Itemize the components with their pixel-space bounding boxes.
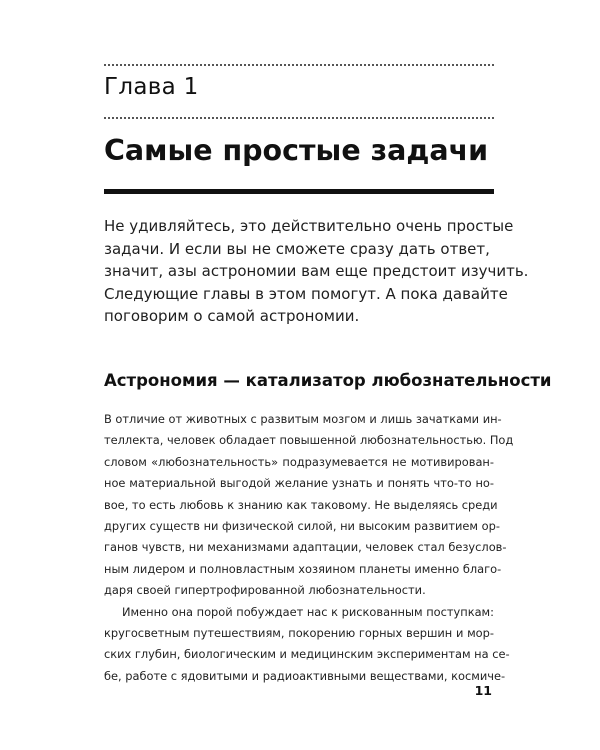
body-line: ное материальной выгодой желание узнать и понять что-то но- <box>104 476 494 491</box>
middle-dotted-rule <box>104 117 494 119</box>
chapter-title: Самые простые задачи <box>104 134 489 167</box>
lead-line: Следующие главы в этом помогут. А пока давайте <box>104 284 508 303</box>
title-underline-rule <box>104 189 494 194</box>
lead-line: значит, азы астрономии вам еще предстоит изучить. <box>104 262 529 280</box>
body-line: В отличие от животных с развитым мозгом и лишь зачатками ин- <box>104 412 502 426</box>
body-line: ских глубин, биологическим и медицинским экспериментам на се- <box>104 647 510 662</box>
body-line: бе, работе с ядовитыми и радиоактивными веществами, космиче- <box>104 668 506 683</box>
page-number: 11 <box>474 683 492 698</box>
section-heading: Астрономия — катализатор любознательности <box>104 371 552 390</box>
body-line: Именно она порой побуждает нас к рискованным поступкам: <box>122 604 494 619</box>
body-line: словом «любознательность» подразумевается не мотивирован- <box>104 454 494 469</box>
chapter-label: Глава 1 <box>104 74 199 100</box>
body-line: кругосветным путешествиям, покорению горных вершин и мор- <box>104 626 494 641</box>
body-line: вое, то есть любовь к знанию как таковому. Не выделяясь среди <box>104 497 498 512</box>
body-line: ным лидером и полновластным хозяином планеты именно благо- <box>104 561 502 576</box>
lead-line: Не удивляйтесь, это действительно очень простые <box>104 217 514 235</box>
lead-line: поговорим о самой астрономии. <box>104 307 360 325</box>
top-dotted-rule <box>104 64 494 66</box>
body-line: даря своей гипертрофированной любознательности. <box>104 583 426 598</box>
body-line: теллекта, человек обладает повышенной любознательностью. Под <box>104 433 514 448</box>
section-body <box>104 409 514 687</box>
body-line: ганов чувств, ни механизмами адаптации, человек стал безуслов- <box>104 540 507 555</box>
lead-line: задачи. И если вы не сможете сразу дать ответ, <box>104 239 490 258</box>
lead-paragraph <box>104 215 529 328</box>
body-line: других существ ни физической силой, ни высоким развитием ор- <box>104 519 500 534</box>
